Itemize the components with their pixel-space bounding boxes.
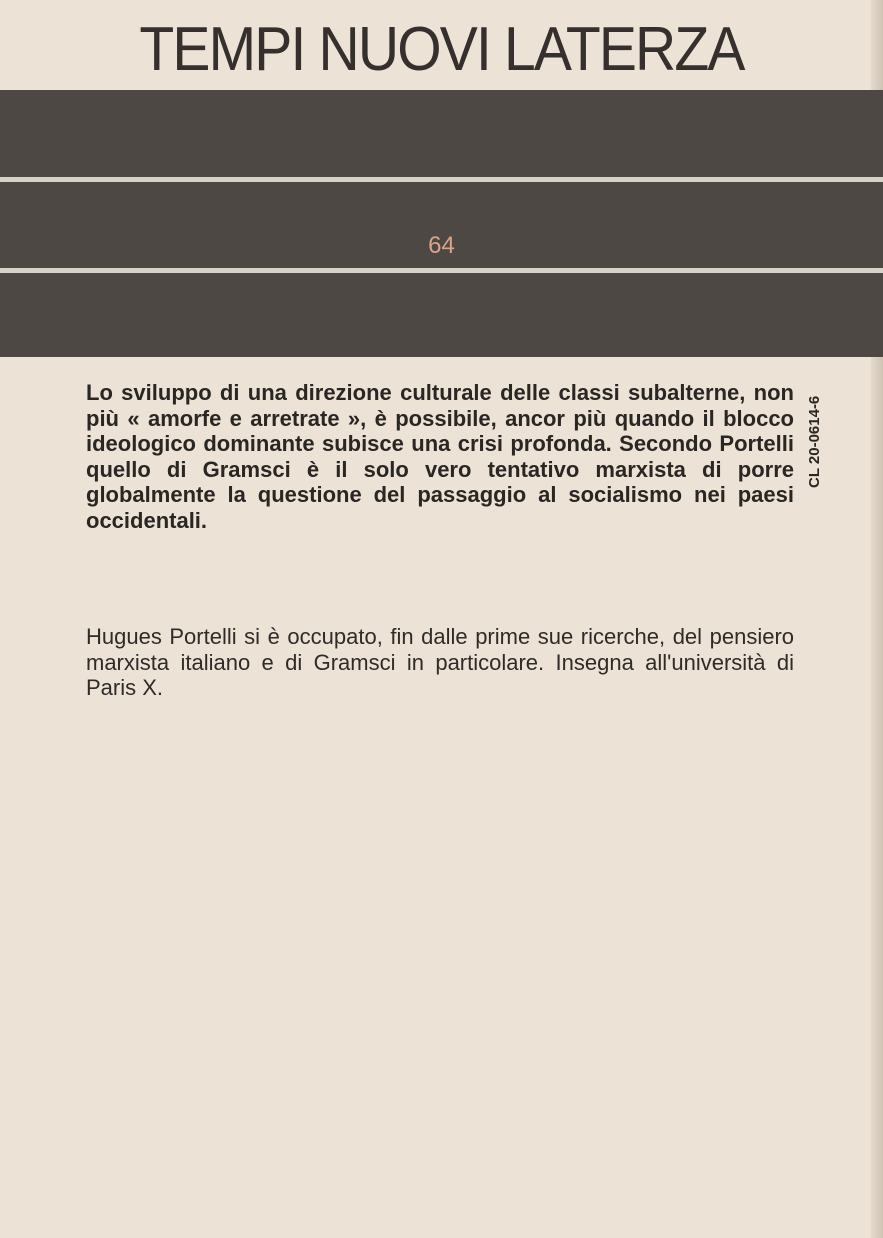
series-number: 64	[428, 232, 455, 259]
dark-band	[0, 90, 883, 357]
band-rule-top	[0, 177, 883, 182]
catalog-code: CL 20-0614-6	[806, 395, 823, 488]
author-bio: Hugues Portelli si è occupato, fin dalle prime sue ricerche, del pensiero marxista italiano e di Gramsci in particolare. Insegna all'università di Paris X.	[86, 624, 794, 701]
band-rule-bottom	[0, 268, 883, 273]
series-title: TEMPI NUOVI LATERZA	[139, 15, 744, 84]
blurb-text: Lo sviluppo di una direzione culturale delle classi subalterne, non più « amorfe e arretrate », è possibile, ancor più quando il blocco ideologico dominante subisce una crisi profonda. Secondo Portelli quello di Gramsci è il solo vero tentativo marxista di porre globalmente la questione del passaggio al socialismo nei paesi occidentali.	[86, 380, 794, 533]
